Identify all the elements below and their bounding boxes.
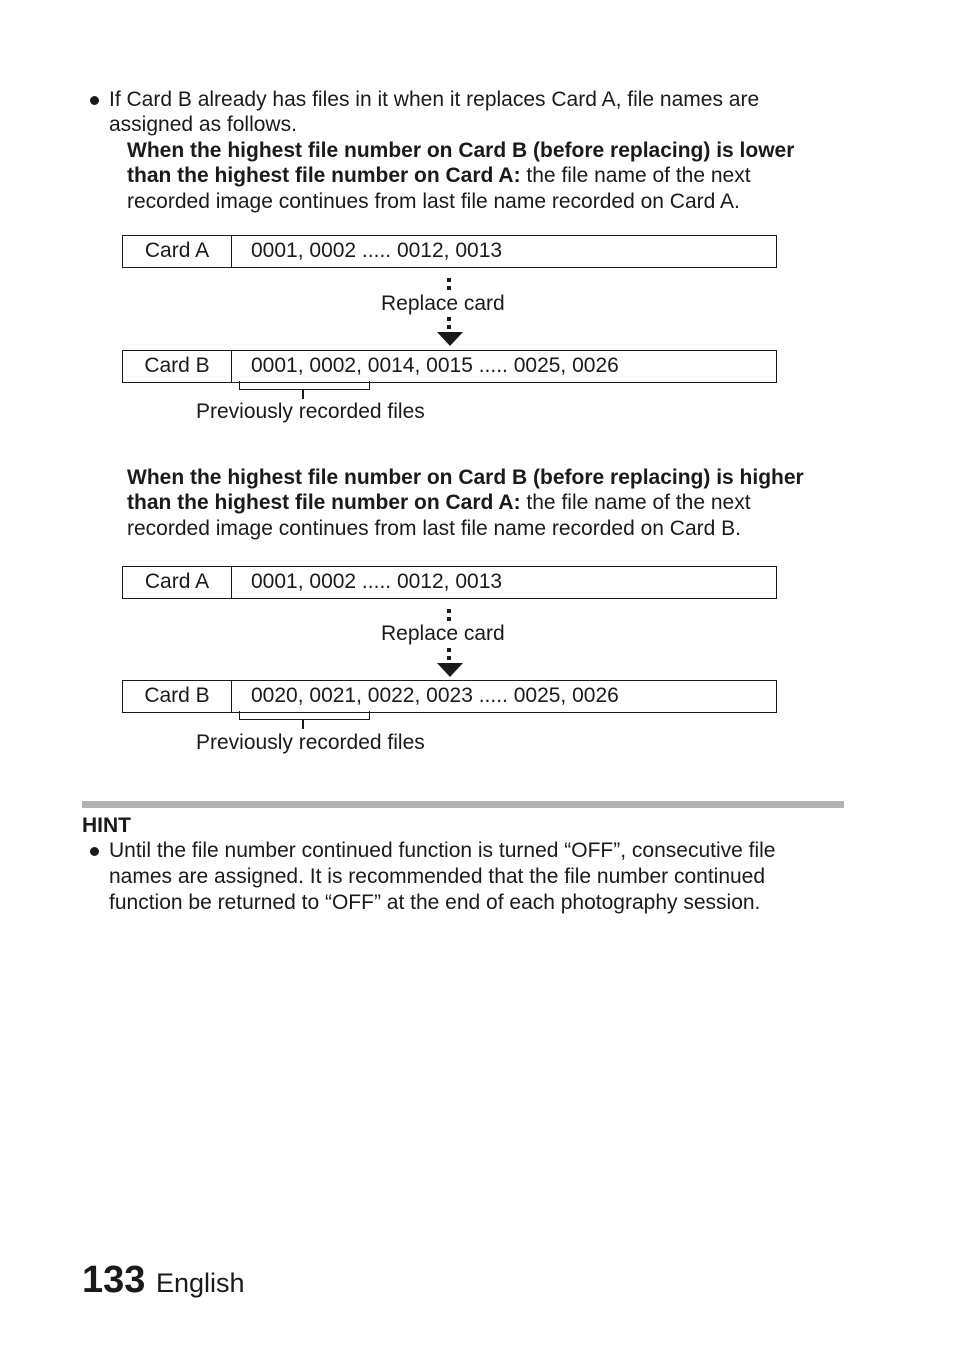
page-language: English <box>156 1268 245 1298</box>
case2-card-a-row <box>122 566 777 599</box>
case1-card-b-files: 0001, 0002, 0014, 0015 ..... 0025, 0026 <box>251 354 619 377</box>
case2-bracket-icon <box>239 711 370 720</box>
hint-line-2: names are assigned. It is recommended that the file number continued <box>109 865 766 888</box>
case2-previous-label: Previously recorded files <box>196 731 425 754</box>
case2-card-b-label: Card B <box>123 681 232 712</box>
hint-bullet-icon <box>90 847 99 856</box>
case2-card-a-files: 0001, 0002 ..... 0012, 0013 <box>251 570 503 593</box>
case1-bracket-icon <box>239 381 370 390</box>
bullet-icon <box>90 96 99 105</box>
page-number: 133 <box>82 1259 146 1301</box>
case1-heading-line-2-rest: the file name of the next <box>520 164 751 187</box>
case1-heading-line-3: recorded image continues from last file name recorded on Card A. <box>127 190 740 213</box>
hint-line-1: Until the file number continued function is turned “OFF”, consecutive file <box>109 839 776 862</box>
case1-card-b-row <box>122 350 777 383</box>
case2-heading-line-2-bold: than the highest file number on Card A: <box>127 491 521 514</box>
case2-dots-bottom-icon <box>447 648 451 664</box>
intro-line-2: assigned as follows. <box>109 113 297 136</box>
case1-previous-label: Previously recorded files <box>196 400 425 423</box>
case1-card-a-label: Card A <box>123 236 232 267</box>
case2-down-arrow-icon <box>437 663 463 677</box>
case1-replace-label: Replace card <box>381 292 505 315</box>
case1-card-a-row <box>122 235 777 268</box>
case2-replace-label: Replace card <box>381 622 505 645</box>
case2-heading-line-1: When the highest file number on Card B (before replacing) is higher <box>127 466 804 489</box>
case2-card-b-row <box>122 680 777 713</box>
hint-line-3: function be returned to “OFF” at the end of each photography session. <box>109 891 761 914</box>
case2-bracket-stem <box>302 720 304 729</box>
case2-card-a-label: Card A <box>123 567 232 598</box>
case1-card-b-label: Card B <box>123 351 232 382</box>
case1-heading-line-2 <box>127 163 751 189</box>
case2-heading-line-2 <box>127 490 751 516</box>
hint-title: HINT <box>82 814 131 837</box>
case1-heading-line-1: When the highest file number on Card B (before replacing) is lower <box>127 139 795 162</box>
case2-heading-line-3: recorded image continues from last file name recorded on Card B. <box>127 517 741 540</box>
case1-down-arrow-icon <box>437 332 463 346</box>
case1-bracket-stem <box>302 390 304 399</box>
case1-heading-line-2-bold: than the highest file number on Card A: <box>127 164 521 187</box>
case2-card-b-files: 0020, 0021, 0022, 0023 ..... 0025, 0026 <box>251 684 619 707</box>
intro-line-1: If Card B already has files in it when it replaces Card A, file names are <box>109 88 760 111</box>
hint-divider <box>82 801 844 808</box>
case1-card-a-files: 0001, 0002 ..... 0012, 0013 <box>251 239 503 262</box>
case2-heading-line-2-rest: the file name of the next <box>520 491 751 514</box>
case1-dots-bottom-icon <box>447 317 451 333</box>
